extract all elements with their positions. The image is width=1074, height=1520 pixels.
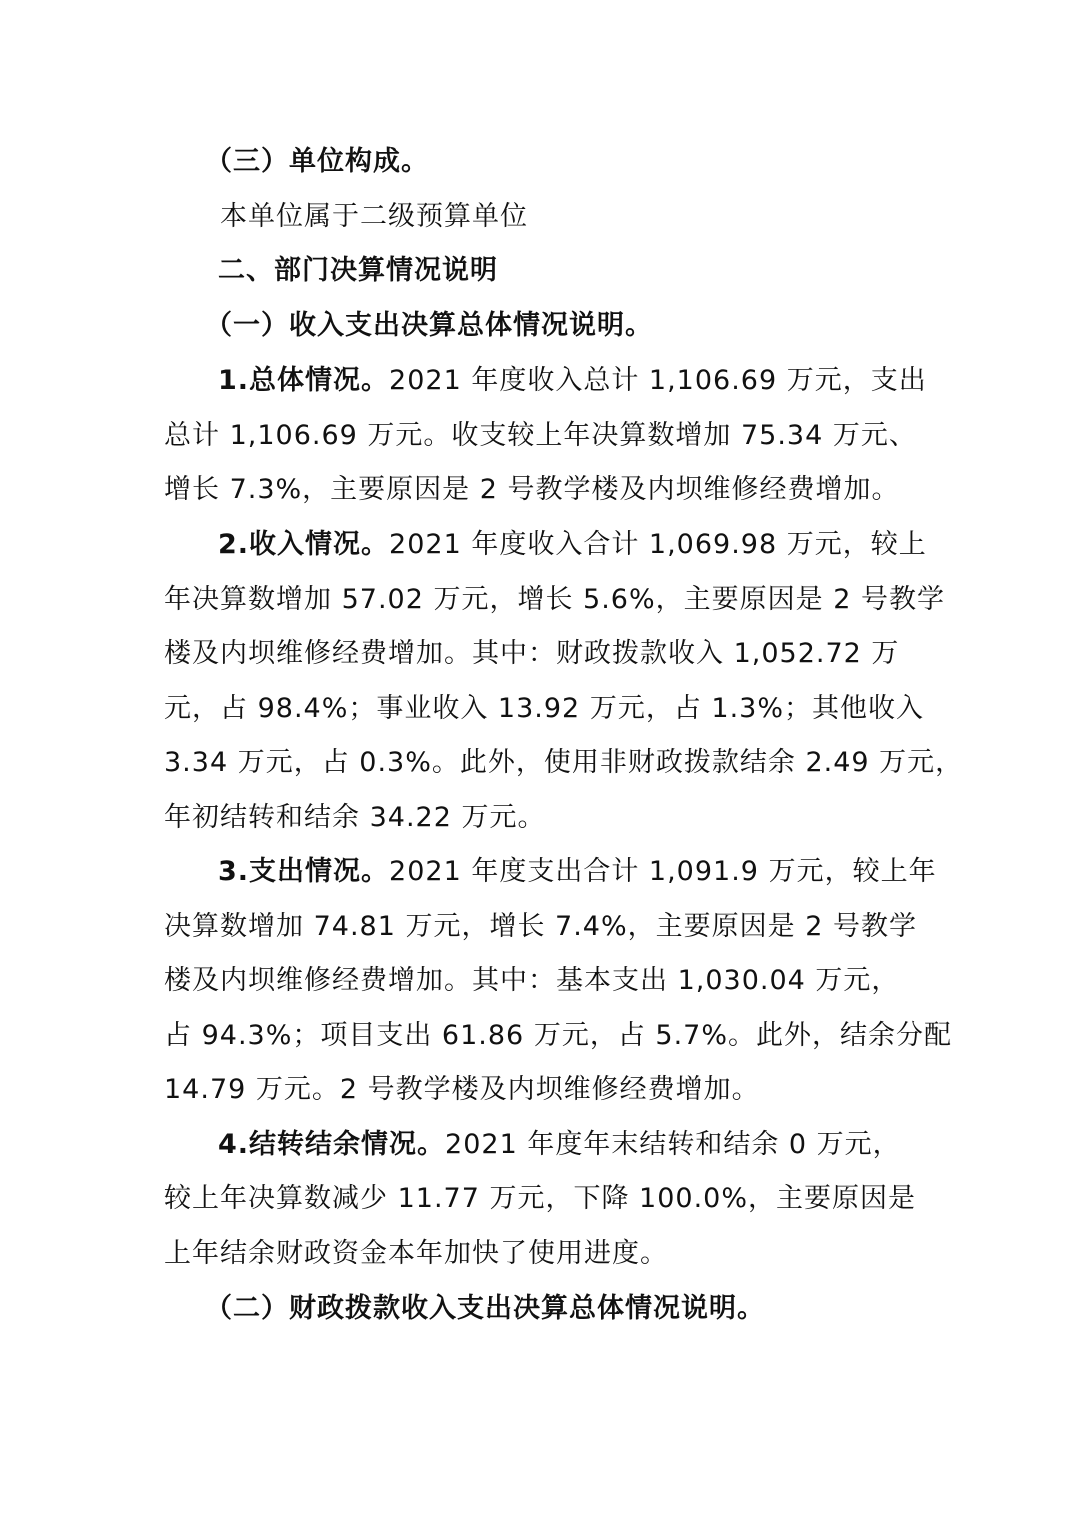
paragraph-line: 占 94.3%；项目支出 61.86 万元，占 5.7%。此外，结余分配 [164, 1020, 952, 1051]
paragraph-line: 总计 1,106.69 万元。收支较上年决算数增加 75.34 万元、 [164, 420, 917, 451]
paragraph-income [218, 525, 927, 565]
paragraph-line: 年初结转和结余 34.22 万元。 [164, 802, 546, 833]
paragraph-text: 2021 年度年末结转和结余 0 万元， [445, 1129, 901, 1160]
paragraph-carryover [218, 1125, 901, 1165]
paragraph-text: 2021 年度收入合计 1,069.98 万元，较上 [389, 529, 927, 560]
paragraph-line: 上年结余财政资金本年加快了使用进度。 [164, 1238, 668, 1269]
part-heading-final-accounts: 二、部门决算情况说明 [218, 255, 498, 286]
paragraph-title: 2.收入情况。 [218, 529, 390, 560]
paragraph-expenditure [218, 852, 937, 892]
paragraph-title: 4.结转结余情况。 [218, 1129, 446, 1160]
paragraph-text: 2021 年度收入总计 1,106.69 万元，支出 [389, 365, 927, 396]
paragraph-title: 1.总体情况。 [218, 365, 390, 396]
paragraph-line: 年决算数增加 57.02 万元，增长 5.6%，主要原因是 2 号教学 [164, 584, 945, 615]
paragraph-title: 3.支出情况。 [218, 856, 390, 887]
paragraph-overall [218, 361, 927, 401]
unit-composition-text: 本单位属于二级预算单位 [220, 201, 528, 232]
paragraph-line: 较上年决算数减少 11.77 万元，下降 100.0%，主要原因是 [164, 1183, 916, 1214]
section-heading-unit-composition: （三）单位构成。 [205, 146, 429, 177]
paragraph-line: 增长 7.3%，主要原因是 2 号教学楼及内坝维修经费增加。 [164, 474, 900, 505]
paragraph-line: 楼及内坝维修经费增加。其中：财政拨款收入 1,052.72 万 [164, 638, 900, 669]
subsection-heading-fiscal-appropriation: （二）财政拨款收入支出决算总体情况说明。 [205, 1293, 765, 1324]
paragraph-text: 2021 年度支出合计 1,091.9 万元，较上年 [389, 856, 937, 887]
paragraph-line: 元，占 98.4%；事业收入 13.92 万元，占 1.3%；其他收入 [164, 693, 924, 724]
paragraph-line: 楼及内坝维修经费增加。其中：基本支出 1,030.04 万元， [164, 965, 900, 996]
paragraph-line: 决算数增加 74.81 万元，增长 7.4%，主要原因是 2 号教学 [164, 911, 917, 942]
paragraph-line: 14.79 万元。2 号教学楼及内坝维修经费增加。 [164, 1074, 760, 1105]
paragraph-line: 3.34 万元，占 0.3%。此外，使用非财政拨款结余 2.49 万元， [164, 747, 964, 778]
subsection-heading-income-expenditure: （一）收入支出决算总体情况说明。 [205, 310, 653, 341]
